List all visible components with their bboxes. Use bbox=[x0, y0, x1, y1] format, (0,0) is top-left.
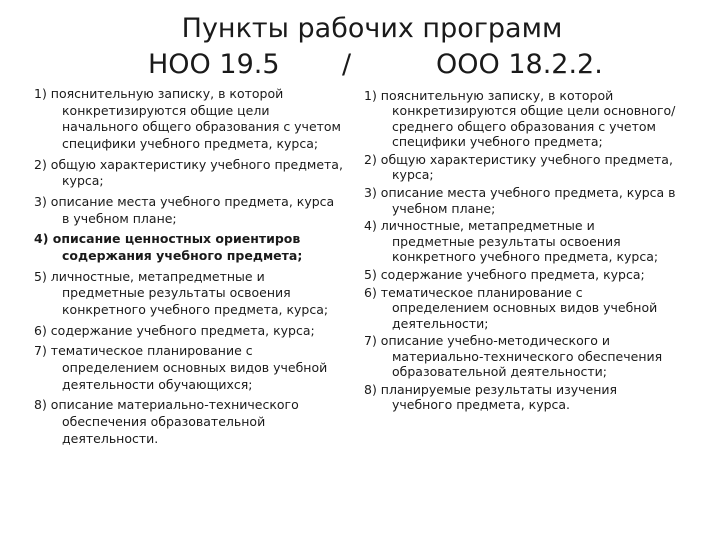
left-column-item-5: 5) личностные, метапредметные и предметные результаты освоения конкретного учебного предмета, курса; bbox=[34, 268, 329, 317]
slide-title: Пункты рабочих программ bbox=[181, 13, 563, 44]
left-column-item-2: 2) общую характеристику учебного предмета, курса; bbox=[34, 156, 343, 189]
left-column-item-7: 7) тематическое планирование с определением основных видов учебной деятельности обучающихся; bbox=[34, 343, 328, 392]
left-column-item-3: 3) описание места учебного предмета, курса в учебном плане; bbox=[34, 193, 335, 226]
right-column-item-1: 1) пояснительную записку, в которой конкретизируются общие цели основного/ среднего общего образования с учетом специфики учебного предмета; bbox=[364, 88, 676, 150]
right-column-item-4: 4) личностные, метапредметные и предметные результаты освоения конкретного учебного предмета, курса; bbox=[364, 218, 659, 265]
left-column-item-6: 6) содержание учебного предмета, курса; bbox=[34, 322, 315, 338]
title-left-code: НОО 19.5 bbox=[148, 49, 280, 80]
left-column-item-8: 8) описание материально-технического обеспечения образовательной деятельности. bbox=[34, 397, 299, 446]
title-codes-row bbox=[0, 50, 720, 84]
right-column-list bbox=[364, 88, 680, 415]
right-column-item-3: 3) описание места учебного предмета, курса в учебном плане; bbox=[364, 185, 676, 216]
left-column-list bbox=[34, 86, 344, 451]
title-right-code: ООО 18.2.2. bbox=[436, 49, 603, 80]
right-column-item-7: 7) описание учебно-методического и материально-технического обеспечения образовательной деятельности; bbox=[364, 333, 663, 380]
right-column-item-6: 6) тематическое планирование с определением основных видов учебной деятельности; bbox=[364, 284, 658, 331]
right-column-item-8: 8) планируемые результаты изучения учебного предмета, курса. bbox=[364, 382, 618, 413]
left-column-item-4: 4) описание ценностных ориентиров содержания учебного предмета; bbox=[34, 231, 303, 263]
right-column-item-5: 5) содержание учебного предмета, курса; bbox=[364, 267, 645, 283]
right-column-item-2: 2) общую характеристику учебного предмета, курса; bbox=[364, 152, 673, 183]
title-separator: / bbox=[342, 49, 352, 80]
left-column-item-1: 1) пояснительную записку, в которой конкретизируются общие цели начального общего образования с учетом специфики учебного предмета, курса; bbox=[34, 86, 341, 151]
